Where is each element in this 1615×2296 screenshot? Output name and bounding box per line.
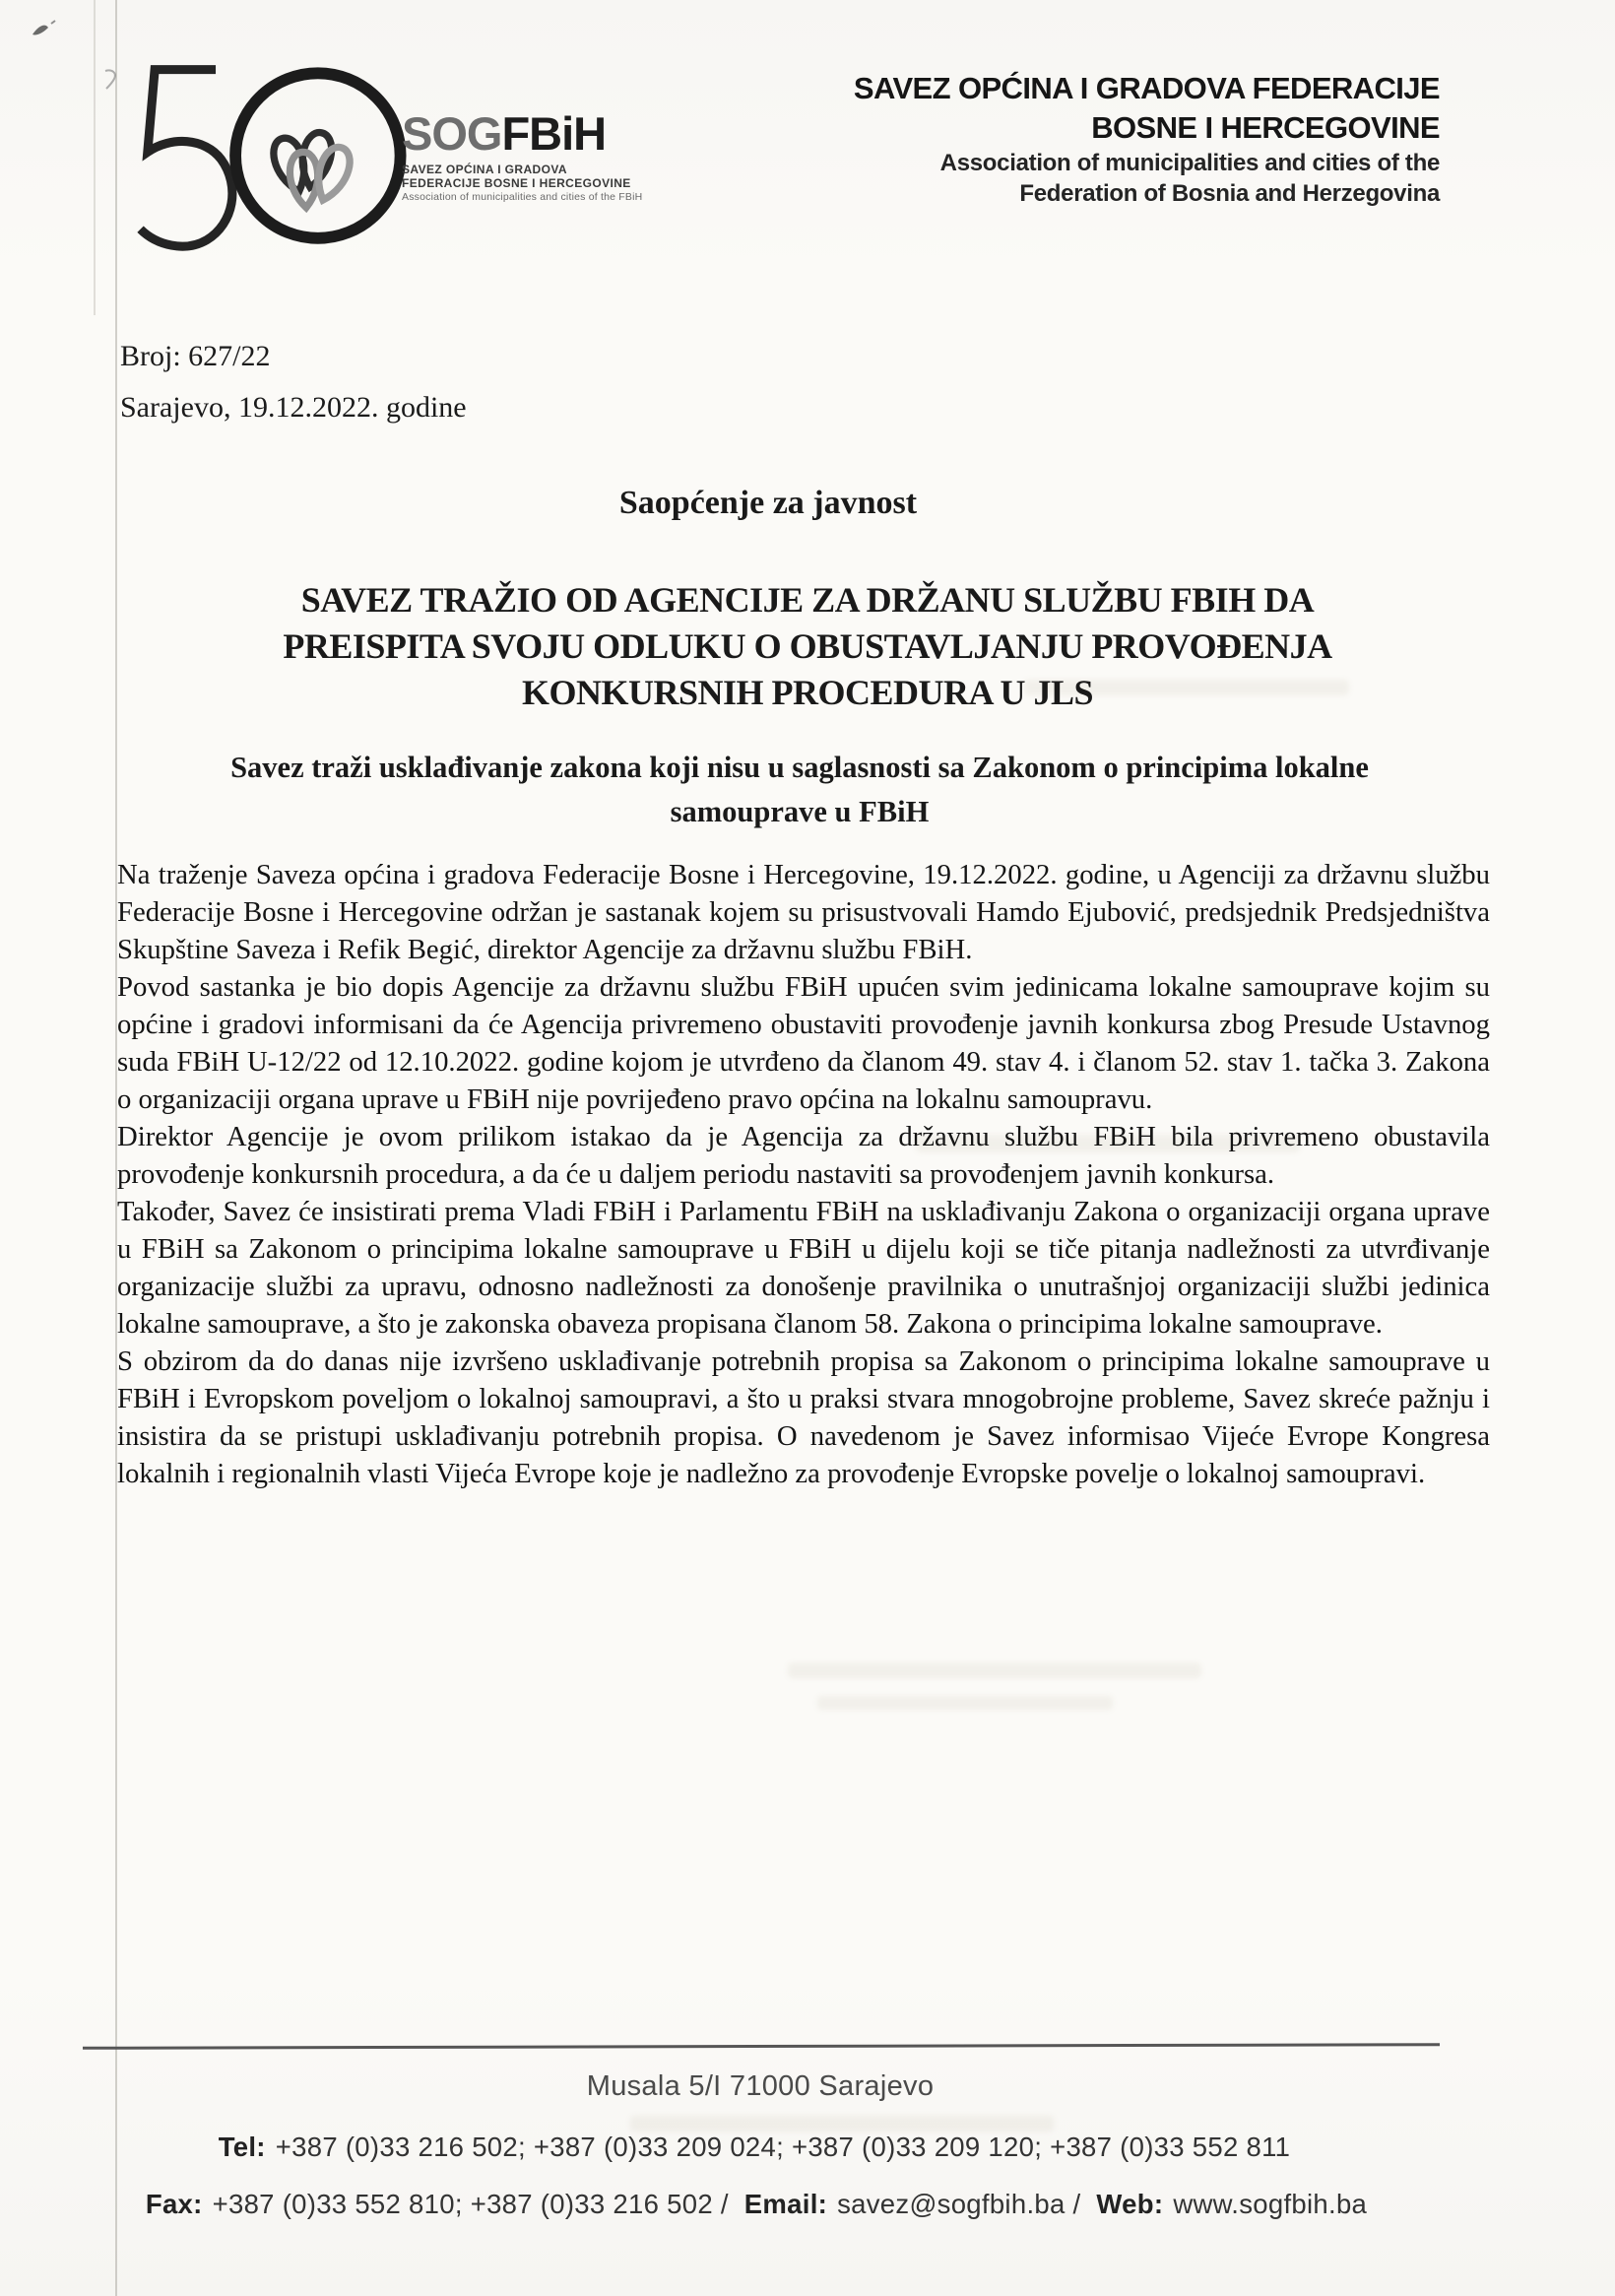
body-paragraph: Povod sastanka je bio dopis Agencije za državnu službu FBiH upućen svim jedinicama lokalne samouprave kojim su općine i gradovi informisani da će Agencija privremeno obustaviti provođenje javnih konkursa zbog Presude Ustavnog suda FBiH U-12/22 od 12.10.2022. godine kojom je utvrđeno da članom 49. stav 4. i članom 52. stav 1. tačka 3. Zakona o organizaciji organa uprave u FBiH nije povrijeđeno pravo općina na lokalnu samoupravu. xyxy=(117,971,1490,1115)
footer-fax-email-web-line xyxy=(0,2189,1568,2220)
sogfbih-50-logo-icon xyxy=(126,55,426,267)
fax-label: Fax: xyxy=(145,2189,203,2219)
acronym-fbih: FBiH xyxy=(501,107,607,160)
logo-subline-en: Association of municipalities and cities of the FBiH xyxy=(402,191,643,203)
subtitle-line: Savez traži usklađivanje zakona koji nisu u saglasnosti sa Zakonom o principima lokalne xyxy=(230,751,1369,784)
logo-number-0-ring xyxy=(235,73,401,238)
document-meta xyxy=(120,331,467,433)
document-number: Broj: 627/22 xyxy=(120,340,271,372)
scan-crease-line xyxy=(94,0,96,315)
press-release-subtitle xyxy=(0,746,1607,834)
logo-subline: SAVEZ OPĆINA I GRADOVA xyxy=(402,163,567,176)
logo-pins xyxy=(269,130,355,209)
pen-mark xyxy=(102,67,122,91)
web-value: www.sogfbih.ba xyxy=(1173,2189,1368,2219)
press-release-title xyxy=(0,577,1615,716)
title-line: KONKURSNIH PROCEDURA U JLS xyxy=(521,673,1094,712)
title-line: PREISPITA SVOJU ODLUKU O OBUSTAVLJANJU PROVOĐENJA xyxy=(283,626,1332,666)
bleedthrough-smudge xyxy=(630,2116,1054,2132)
fax-numbers: +387 (0)33 552 810; +387 (0)33 216 502 / xyxy=(212,2189,729,2219)
footer-divider-line xyxy=(83,2043,1440,2050)
email-value: savez@sogfbih.ba / xyxy=(837,2189,1081,2219)
body-paragraph: Na traženje Saveza općina i gradova Federacije Bosne i Hercegovine, 19.12.2022. godine, u Agenciji za državnu službu Federacije Bosne i Hercegovine održan je sastanak kojem su prisustvovali Hamdo Ejubović, predsjednik Predsjedništva Skupštine Saveza i Refik Begić, direktor Agencije za državnu službu FBiH. xyxy=(117,859,1490,965)
sogfbih-wordmark xyxy=(402,107,643,204)
web-label: Web: xyxy=(1096,2189,1164,2219)
document-place-date: Sarajevo, 19.12.2022. godine xyxy=(120,391,467,424)
press-release-body xyxy=(117,856,1490,1492)
body-paragraph: Također, Savez će insistirati prema Vladi FBiH i Parlamentu FBiH na usklađivanju Zakona o organizaciji organa uprave u FBiH sa Zakonom o principima lokalne samouprave u FBiH u dijelu koji se tiče pitanja nadležnosti za utvrđivanje organizacije službi za upravu, odnosno nadležnosti za donošenje pravilnika o unutrašnjoj organizaciji službi jedinica lokalne samouprave, a što je zakonska obaveza propisana članom 58. Zakona o principima lokalne samouprave. xyxy=(117,1196,1490,1340)
tel-numbers: +387 (0)33 216 502; +387 (0)33 209 024; +387 (0)33 209 120; +387 (0)33 552 811 xyxy=(275,2132,1291,2162)
body-paragraph: Direktor Agencije je ovom prilikom istakao da je Agencija za državnu službu FBiH bila privremeno obustavila provođenje konkursnih procedura, a da će u daljem periodu nastaviti sa provođenjem javnih konkursa. xyxy=(117,1121,1490,1190)
body-paragraph: S obzirom da do danas nije izvršeno usklađivanje potrebnih propisa sa Zakonom o principima lokalne samouprave u FBiH i Evropskom poveljom o lokalnoj samoupravi, a što u praksi stvara mnogobrojne probleme, Savez skreće pažnju i insistira da se pristupi usklađivanju potrebnih propisa. O navedenom je Savez informisao Vijeće Evrope Kongresa lokalnih i regionalnih vlasti Vijeća Evrope koje je nadležno za provođenje Evropske povelje o lokalnoj samoupravi. xyxy=(117,1345,1490,1489)
logo-subline: FEDERACIJE BOSNE I HERCEGOVINE xyxy=(402,176,631,190)
bleedthrough-smudge xyxy=(788,1663,1201,1678)
tel-label: Tel: xyxy=(218,2132,266,2162)
footer-telephone-line xyxy=(0,2132,1566,2163)
org-name-line: SAVEZ OPĆINA I GRADOVA FEDERACIJE xyxy=(853,71,1440,105)
acronym-sog: SOG xyxy=(402,107,502,160)
subtitle-line: samouprave u FBiH xyxy=(670,795,930,828)
press-release-kicker: Saopćenje za javnost xyxy=(618,485,918,521)
bleedthrough-smudge xyxy=(817,1696,1113,1710)
org-name-en-line: Association of municipalities and cities of the xyxy=(939,150,1440,176)
org-name-line: BOSNE I HERCEGOVINE xyxy=(1091,110,1440,145)
footer-address: Musala 5/I 71000 Sarajevo xyxy=(586,2070,935,2102)
sogfbih-acronym xyxy=(402,107,642,160)
email-label: Email: xyxy=(743,2189,828,2219)
logo-number-5 xyxy=(141,70,232,246)
org-name-en-line: Federation of Bosnia and Herzegovina xyxy=(1019,180,1440,207)
organization-name-block xyxy=(854,69,1440,209)
pen-mark xyxy=(30,18,59,41)
title-line: SAVEZ TRAŽIO OD AGENCIJE ZA DRŽANU SLUŽBU FBIH DA xyxy=(300,580,1315,620)
